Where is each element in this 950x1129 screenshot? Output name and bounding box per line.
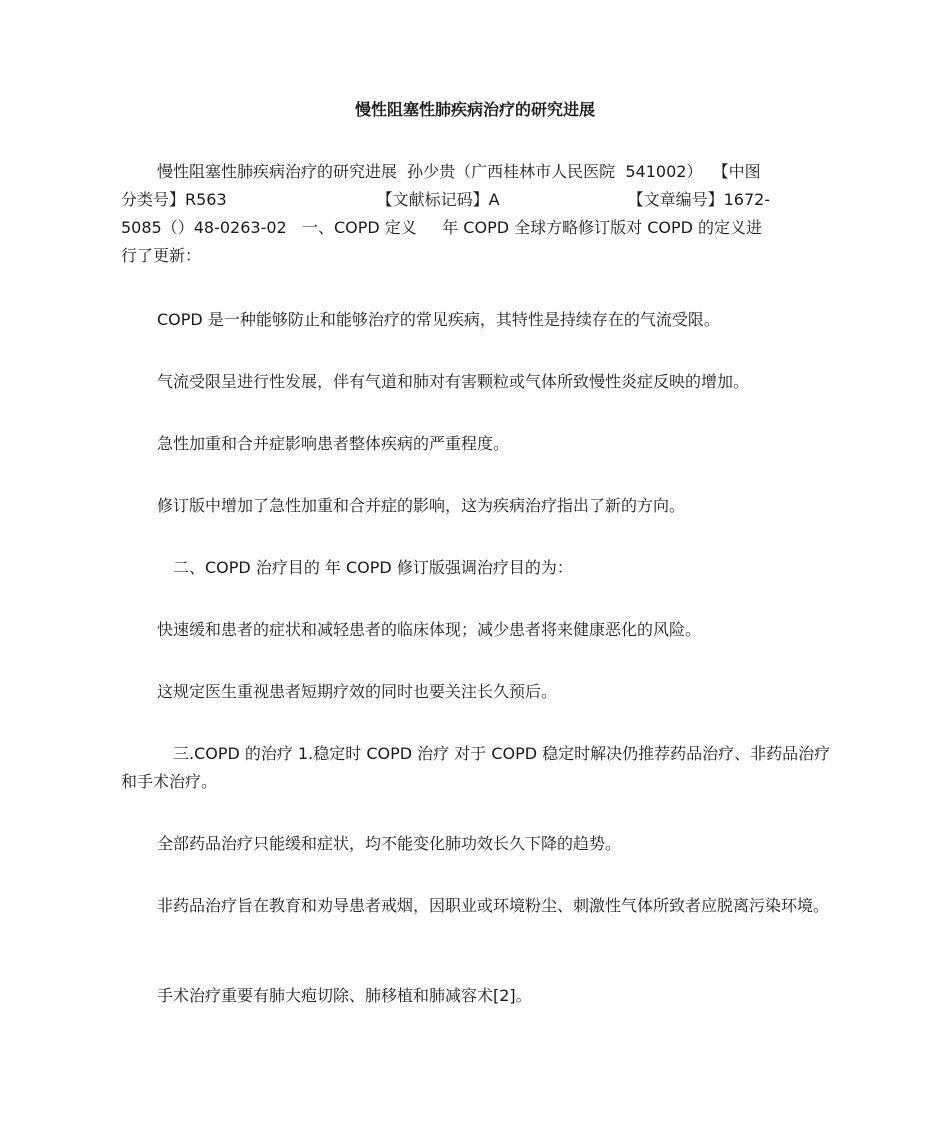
paragraph-3: 急性加重和合并症影响患者整体疾病的严重程度。 bbox=[157, 434, 510, 453]
article-number: 【文章编号】1672- bbox=[627, 190, 771, 209]
paragraph-section-2: 二、COPD 治疗目的 年 COPD 修订版强调治疗目的为： bbox=[173, 558, 573, 577]
intro-line-3-text: 5085（）48-0263-02 一、COPD 定义 年 COPD 全球方略修订版对 COPD 的定义进 bbox=[121, 218, 763, 237]
paragraph-2: 气流受限呈进行性发展，伴有气道和肺对有害颗粒或气体所致慢性炎症反映的增加。 bbox=[157, 372, 750, 391]
intro-paragraph bbox=[121, 158, 833, 270]
intro-line-2 bbox=[121, 186, 833, 214]
paragraph-4: 修订版中增加了急性加重和合并症的影响，这为疾病治疗指出了新的方向。 bbox=[157, 496, 686, 515]
document-title: 慢性阻塞性肺疾病治疗的研究进展 bbox=[354, 100, 595, 119]
paragraph-9: 全部药品治疗只能缓和症状，均不能变化肺功效长久下降的趋势。 bbox=[157, 834, 622, 853]
document-code: 【文献标记码】A bbox=[376, 190, 500, 209]
paragraph-6: 快速缓和患者的症状和减轻患者的临床体现；减少患者将来健康恶化的风险。 bbox=[157, 620, 702, 639]
intro-line-3 bbox=[121, 214, 833, 242]
intro-line-1 bbox=[121, 158, 833, 186]
paragraph-10: 非药品治疗旨在教育和劝导患者戒烟，因职业或环境粉尘、刺激性气体所致者应脱离污染环境。 bbox=[157, 896, 830, 915]
intro-line-4 bbox=[121, 242, 833, 270]
paragraph-7: 这规定医生重视患者短期疗效的同时也要关注长久预后。 bbox=[157, 682, 558, 701]
intro-line-1-text: 慢性阻塞性肺疾病治疗的研究进展 孙少贵（广西桂林市人民医院 541002） 【中图 bbox=[157, 162, 761, 181]
paragraph-11: 手术治疗重要有肺大疱切除、肺移植和肺减容术[2]。 bbox=[157, 986, 532, 1005]
paragraph-section-3: 三.COPD 的治疗 1.稳定时 COPD 治疗 对于 COPD 稳定时解决仍推荐药品治疗、非药品治疗和手术治疗。 bbox=[121, 744, 831, 791]
intro-line-4-text: 行了更新： bbox=[121, 246, 202, 265]
paragraph-1: COPD 是一种能够防止和能够治疗的常见疾病，其特性是持续存在的气流受限。 bbox=[157, 310, 720, 329]
classification-number: 分类号】R563 bbox=[121, 190, 227, 209]
